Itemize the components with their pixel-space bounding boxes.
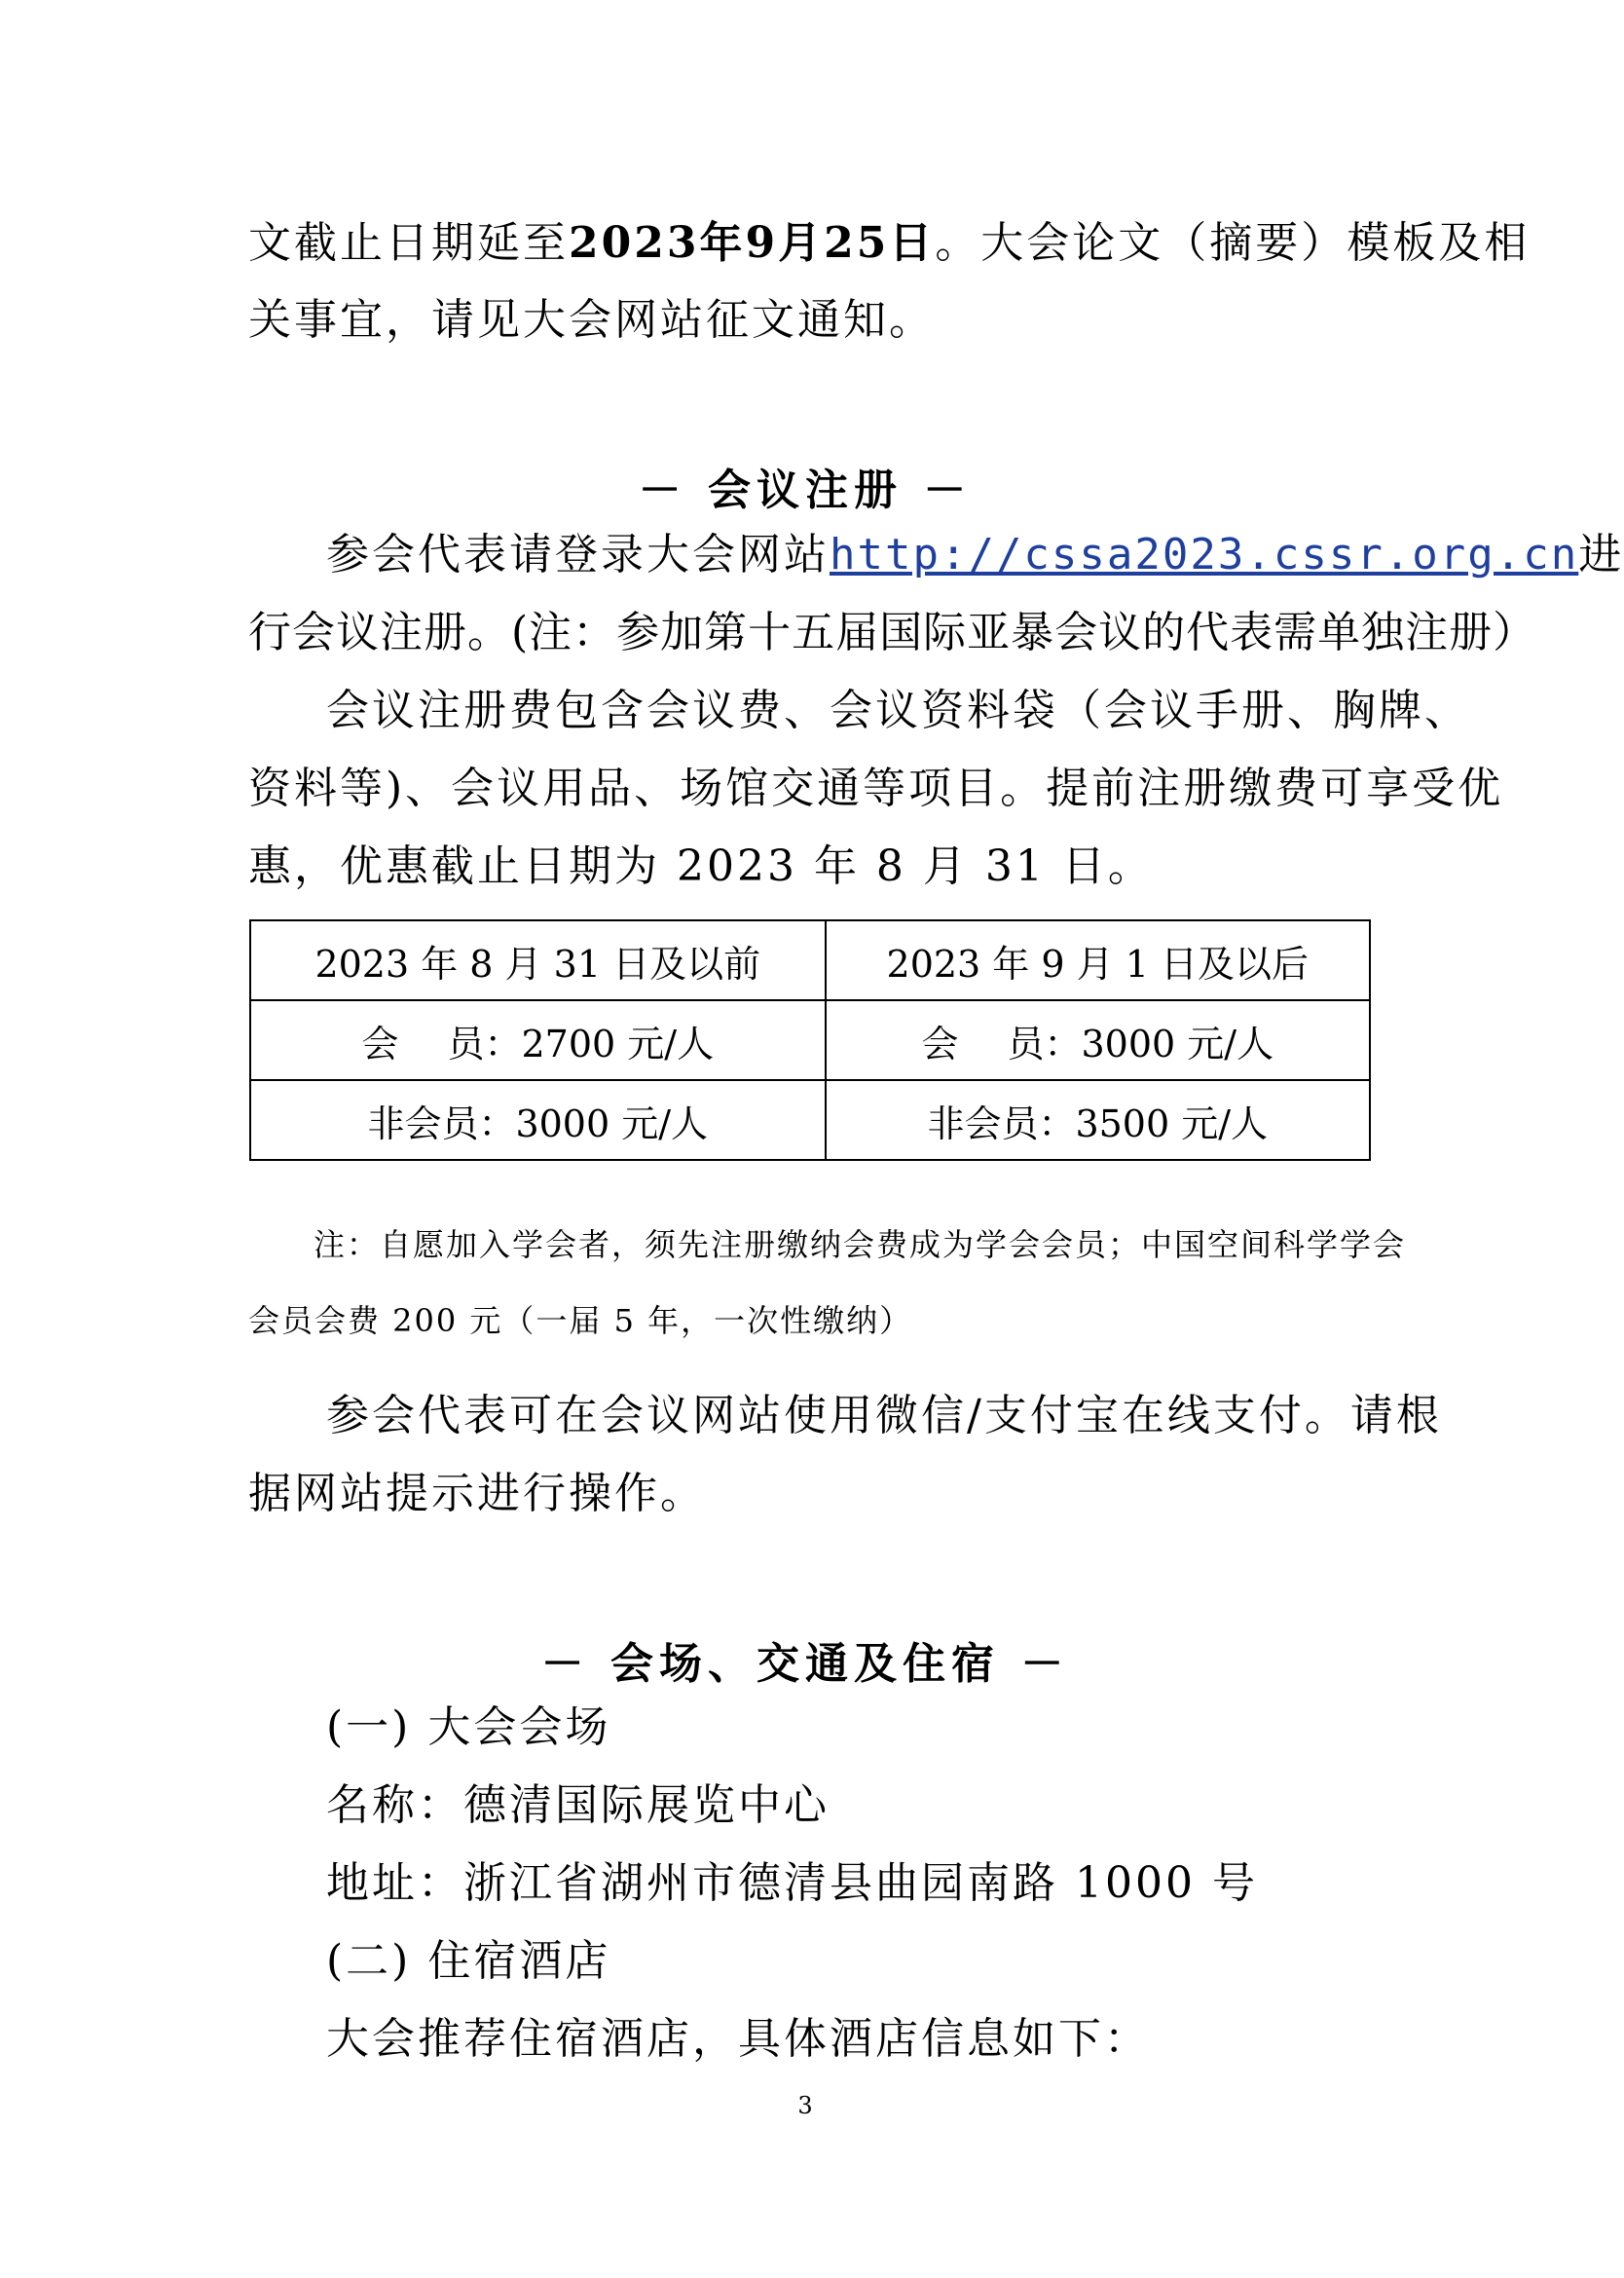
registration-paragraph-2-line-2: 资料等)、会议用品、场馆交通等项目。提前注册缴费可享受优 — [248, 764, 1504, 813]
deadline-date: 2023年9月25日 — [569, 218, 936, 268]
membership-note-line-1: 注：自愿加入学会者，须先注册缴纳会费成为学会会员；中国空间科学学会 — [314, 1226, 1407, 1263]
section-heading-venue: － 会场、交通及住宿 － — [540, 1639, 1070, 1689]
venue-subheading: (一) 大会会场 — [326, 1702, 611, 1752]
conference-website-link[interactable]: http://cssa2023.cssr.org.cn — [830, 530, 1579, 579]
table-header-early: 2023 年 8 月 31 日及以前 — [250, 920, 826, 1000]
registration-fee-table — [249, 919, 1371, 1161]
paragraph-text: 进 — [1578, 530, 1624, 579]
table-cell: 非会员：3500 元/人 — [826, 1080, 1370, 1160]
venue-address: 地址：浙江省湖州市德清县曲园南路 1000 号 — [326, 1858, 1258, 1908]
paragraph-text: 参会代表请登录大会网站 — [326, 530, 830, 579]
registration-paragraph-2-line-3: 惠，优惠截止日期为 2023 年 8 月 31 日。 — [248, 841, 1154, 891]
table-header-row — [250, 920, 1370, 1000]
registration-paragraph-1 — [326, 530, 1624, 579]
payment-paragraph-line-2: 据网站提示进行操作。 — [248, 1469, 706, 1518]
intro-line-2: 关事宜，请见大会网站征文通知。 — [248, 295, 935, 345]
intro-text: 。大会论文（摘要）模板及相 — [935, 218, 1531, 268]
intro-text: 文截止日期延至 — [248, 218, 569, 268]
hotel-subheading: (二) 住宿酒店 — [326, 1936, 611, 1986]
section-heading-registration: － 会议注册 － — [638, 466, 973, 515]
registration-paragraph-2-line-1: 会议注册费包含会议费、会议资料袋（会议手册、胸牌、 — [326, 686, 1470, 735]
table-row — [250, 1000, 1370, 1080]
payment-paragraph-line-1: 参会代表可在会议网站使用微信/支付宝在线支付。请根 — [326, 1391, 1442, 1440]
intro-line-1 — [248, 218, 1531, 268]
membership-note-line-2: 会员会费 200 元（一届 5 年，一次性缴纳） — [248, 1302, 913, 1339]
table-header-late: 2023 年 9 月 1 日及以后 — [826, 920, 1370, 1000]
venue-name: 名称：德清国际展览中心 — [326, 1780, 830, 1830]
table-cell: 会 员：2700 元/人 — [250, 1000, 826, 1080]
registration-paragraph-1-line-2: 行会议注册。(注：参加第十五届国际亚暴会议的代表需单独注册） — [248, 608, 1537, 657]
hotel-intro: 大会推荐住宿酒店，具体酒店信息如下： — [326, 2014, 1150, 2064]
table-cell: 非会员：3000 元/人 — [250, 1080, 826, 1160]
page-number: 3 — [797, 2092, 813, 2119]
table-row — [250, 1080, 1370, 1160]
table-cell: 会 员：3000 元/人 — [826, 1000, 1370, 1080]
